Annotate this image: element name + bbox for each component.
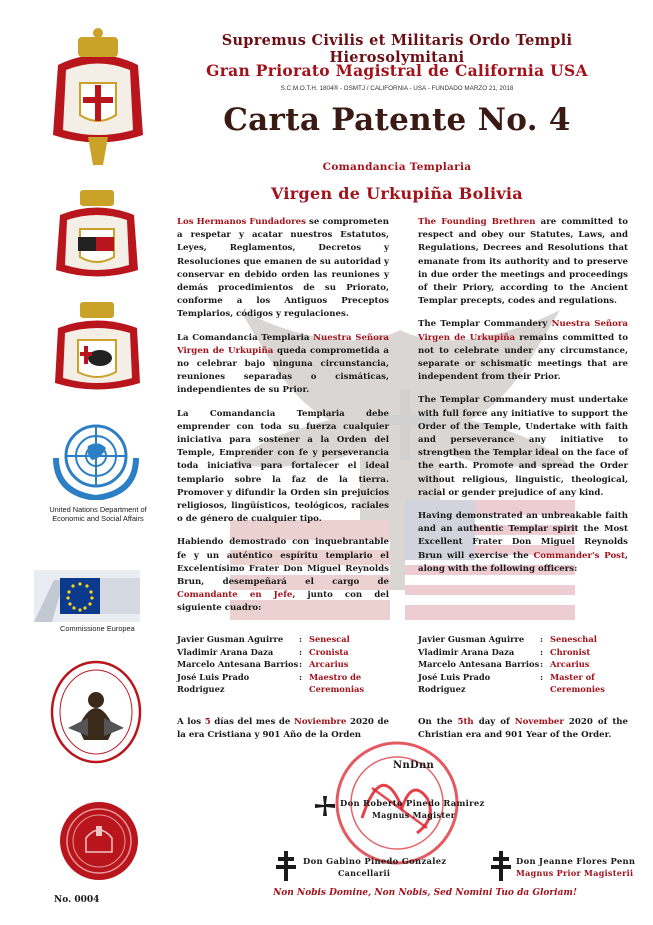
spanish-officers-table	[177, 633, 379, 696]
commander-post-highlight: Commander's Post	[533, 550, 625, 561]
founders-highlight: The Founding Brethren	[418, 217, 536, 227]
english-paragraph-2	[418, 318, 628, 384]
un-emblem-icon	[48, 418, 144, 500]
order-title: Supremus Civilis et Militaris Ordo Templi Hierosolymitani	[221, 32, 573, 66]
table-row: Vladimir Arana Daza : Cronista	[177, 646, 379, 659]
table-row: Javier Gusman Aguirre : Seneschal	[418, 633, 616, 646]
date-day: 5	[204, 717, 211, 727]
commandery-subtitle: Comandancia Templaria	[322, 161, 472, 173]
date-day: 5th	[457, 717, 474, 727]
date-end: 2020 de la era Cristiana y 901 Año de la Orden	[177, 717, 389, 741]
officer-name: Marcelo Antesana Barrios	[177, 659, 299, 670]
date-month: Noviembre	[293, 717, 347, 727]
officer-role: Arcarius	[309, 659, 349, 670]
date-lead: A los	[177, 717, 205, 727]
officer-name: Javier Gusman Aguirre	[418, 634, 525, 644]
spanish-paragraph-2	[177, 332, 389, 398]
officer-role: Maestro de Ceremonias	[309, 671, 365, 695]
table-row: Javier Gusman Aguirre : Senescal	[177, 633, 379, 646]
officer-name: Vladimir Arana Daza	[418, 646, 515, 657]
commandery-name-highlight: Nuestra Señora Virgen de Urkupiña	[418, 319, 629, 343]
date-lead: On the	[418, 717, 458, 727]
chancellor-name: Don Gabino Pinedo Gonzalez	[303, 856, 447, 866]
officer-name: Marcelo Antesana Barrios	[418, 659, 540, 670]
page-title: Carta Patente No. 4	[223, 102, 571, 138]
officer-role: Arcarius	[550, 659, 590, 670]
spanish-paragraph-1	[177, 216, 389, 322]
table-row: José Luis Prado Rodriguez : Maestro de Ceremonias	[177, 671, 379, 696]
table-row: Marcelo Antesana Barrios : Arcarius	[418, 658, 616, 671]
latin-motto: Non Nobis Domine, Non Nobis, Sed Nomini Tuo da Gloriam!	[273, 888, 577, 898]
officer-name: Javier Gusman Aguirre	[177, 634, 284, 644]
commander-post-highlight: Comandante en Jefe	[177, 590, 293, 601]
templar-shield-emblem	[52, 185, 142, 285]
priory-title: Gran Priorato Magistral de California USA	[206, 61, 588, 80]
prior-title: Magnus Prior Magisterii	[516, 868, 634, 878]
officer-role: Senescal	[309, 634, 350, 644]
templar-cross-icon	[314, 795, 336, 817]
date-mid: días del mes de	[210, 717, 294, 727]
patriarchal-cross-icon	[491, 850, 511, 882]
chancellor-title: Cancellarii	[338, 868, 391, 878]
date-end: 2020 of the Christian era and 901 Year of the Order.	[418, 717, 629, 741]
prior-name: Don Jeanne Flores Penn	[516, 856, 636, 866]
spanish-p4-end: , junto con del siguiente cuadro:	[177, 590, 389, 614]
english-p2-lead: The Templar Commandery	[418, 319, 552, 330]
commandery-location: Virgen de Urkupiña Bolivia	[271, 184, 523, 203]
grand-master-name: Don Roberto Pinedo Ramirez	[340, 798, 485, 808]
red-wax-seal	[58, 800, 140, 882]
spanish-p2-lead: La Comandancia Templaria	[177, 332, 314, 343]
table-row: José Luis Prado Rodriguez : Master of Ceremonies	[418, 671, 616, 696]
table-row: Vladimir Arana Daza : Chronist	[418, 646, 616, 659]
officer-role: Chronist	[550, 646, 591, 657]
date-mid: day of	[473, 717, 515, 727]
eu-commission-logo	[34, 570, 140, 622]
english-column	[418, 216, 628, 586]
english-paragraph-3: The Templar Commandery must undertake with full force any initiative to support the Order of the Temple, Undertake with faith and perseverance any initiative to strengthen the Templar ideal on the face of the earth. Promote and spread the Order without religious, linguistic, theological, racial or gender prejudice of any kind.	[418, 395, 628, 498]
english-paragraph-1	[418, 216, 628, 308]
officer-role: Cronista	[309, 646, 349, 657]
officer-name: José Luis Prado Rodriguez	[418, 671, 491, 695]
royal-coat-of-arms-emblem	[48, 25, 148, 170]
english-paragraph-4	[418, 510, 628, 576]
officer-name: José Luis Prado Rodriguez	[177, 671, 250, 695]
document-number: No. 0004	[54, 895, 100, 905]
english-officers-table	[418, 633, 616, 696]
date-month: November	[514, 717, 564, 727]
spanish-column	[177, 216, 389, 626]
table-row: Marcelo Antesana Barrios : Arcarius	[177, 658, 379, 671]
spanish-p2-text: queda comprometida a no celebrar bajo ninguna circunstancia, reuniones separadas o cismáticas, independientes de su Prior.	[177, 345, 389, 396]
founders-highlight: Los Hermanos Fundadores	[177, 217, 306, 227]
bear-shield-emblem	[50, 298, 145, 398]
un-label: United Nations Department of Economic and Social Affairs	[49, 505, 147, 523]
nndnn-mark: NnDnn	[393, 760, 435, 771]
knights-oval-seal	[48, 658, 144, 766]
english-p1-text: are committed to respect and obey our Statutes, Laws, and Regulations, Decrees and Resolutions that emanate from its authority and to preserve in due order the meetings and proceedings of their Priory, according to the Ancient Templar precepts, codes and regulations.	[418, 217, 628, 307]
english-p4-text: Having demonstrated an unbreakable faith and an authentic Templar spirit the Most Excellent Frater Don Miguel Reynolds Brun will exercise the	[418, 511, 628, 561]
english-p4-end: , along with the following officers:	[418, 550, 628, 574]
spanish-paragraph-4	[177, 536, 389, 615]
spanish-p1-text: se comprometen a respetar y acatar nuestros Estatutos, Leyes, Reglamentos, Decretos y Resoluciones que emanen de su autoridad y conservar en debido orden las reuniones y demás procedimientos de su Priorato, conforme a los Antiguos Preceptos Templarios, códigos y regulaciones.	[177, 217, 389, 320]
patriarchal-cross-icon	[276, 850, 296, 882]
spanish-p4-text: Habiendo demostrado con inquebrantable fe y un auténtico espíritu templario el Excelentísimo Frater Don Miguel Reynolds Brun, desempeñará el cargo de	[177, 537, 389, 588]
officer-name: Vladimir Arana Daza	[177, 646, 274, 657]
commandery-name-highlight: Nuestra Señora Virgen de Urkupiña	[177, 332, 390, 356]
grand-master-title: Magnus Magister	[372, 810, 456, 820]
officer-role: Master of Ceremonies	[550, 671, 605, 695]
english-p2-text: remains committed to not to celebrate under any circumstance, separate or schismatic meetings that are independent from their Prior.	[418, 332, 628, 383]
officer-role: Seneschal	[550, 634, 597, 644]
registry-line: S.C.M.O.T.H. 1804® - OSMTJ / CALIFORNIA - USA - FUNDADO MARZO 21, 2018	[280, 85, 514, 92]
spanish-paragraph-3: La Comandancia Templaria debe emprender con toda su fuerza cualquier iniciativa para sostener a la Orden del Temple, Emprender con fe y perseverancia toda iniciativa para fortalecer el ideal templario sobre la faz de la tierra. Promover y difundir la Orden sin prejuicios religiosos, lingüísticos, teológicos, raciales o de género de cualquier tipo.	[177, 408, 389, 525]
eu-label: Commissione Europea	[60, 624, 135, 633]
